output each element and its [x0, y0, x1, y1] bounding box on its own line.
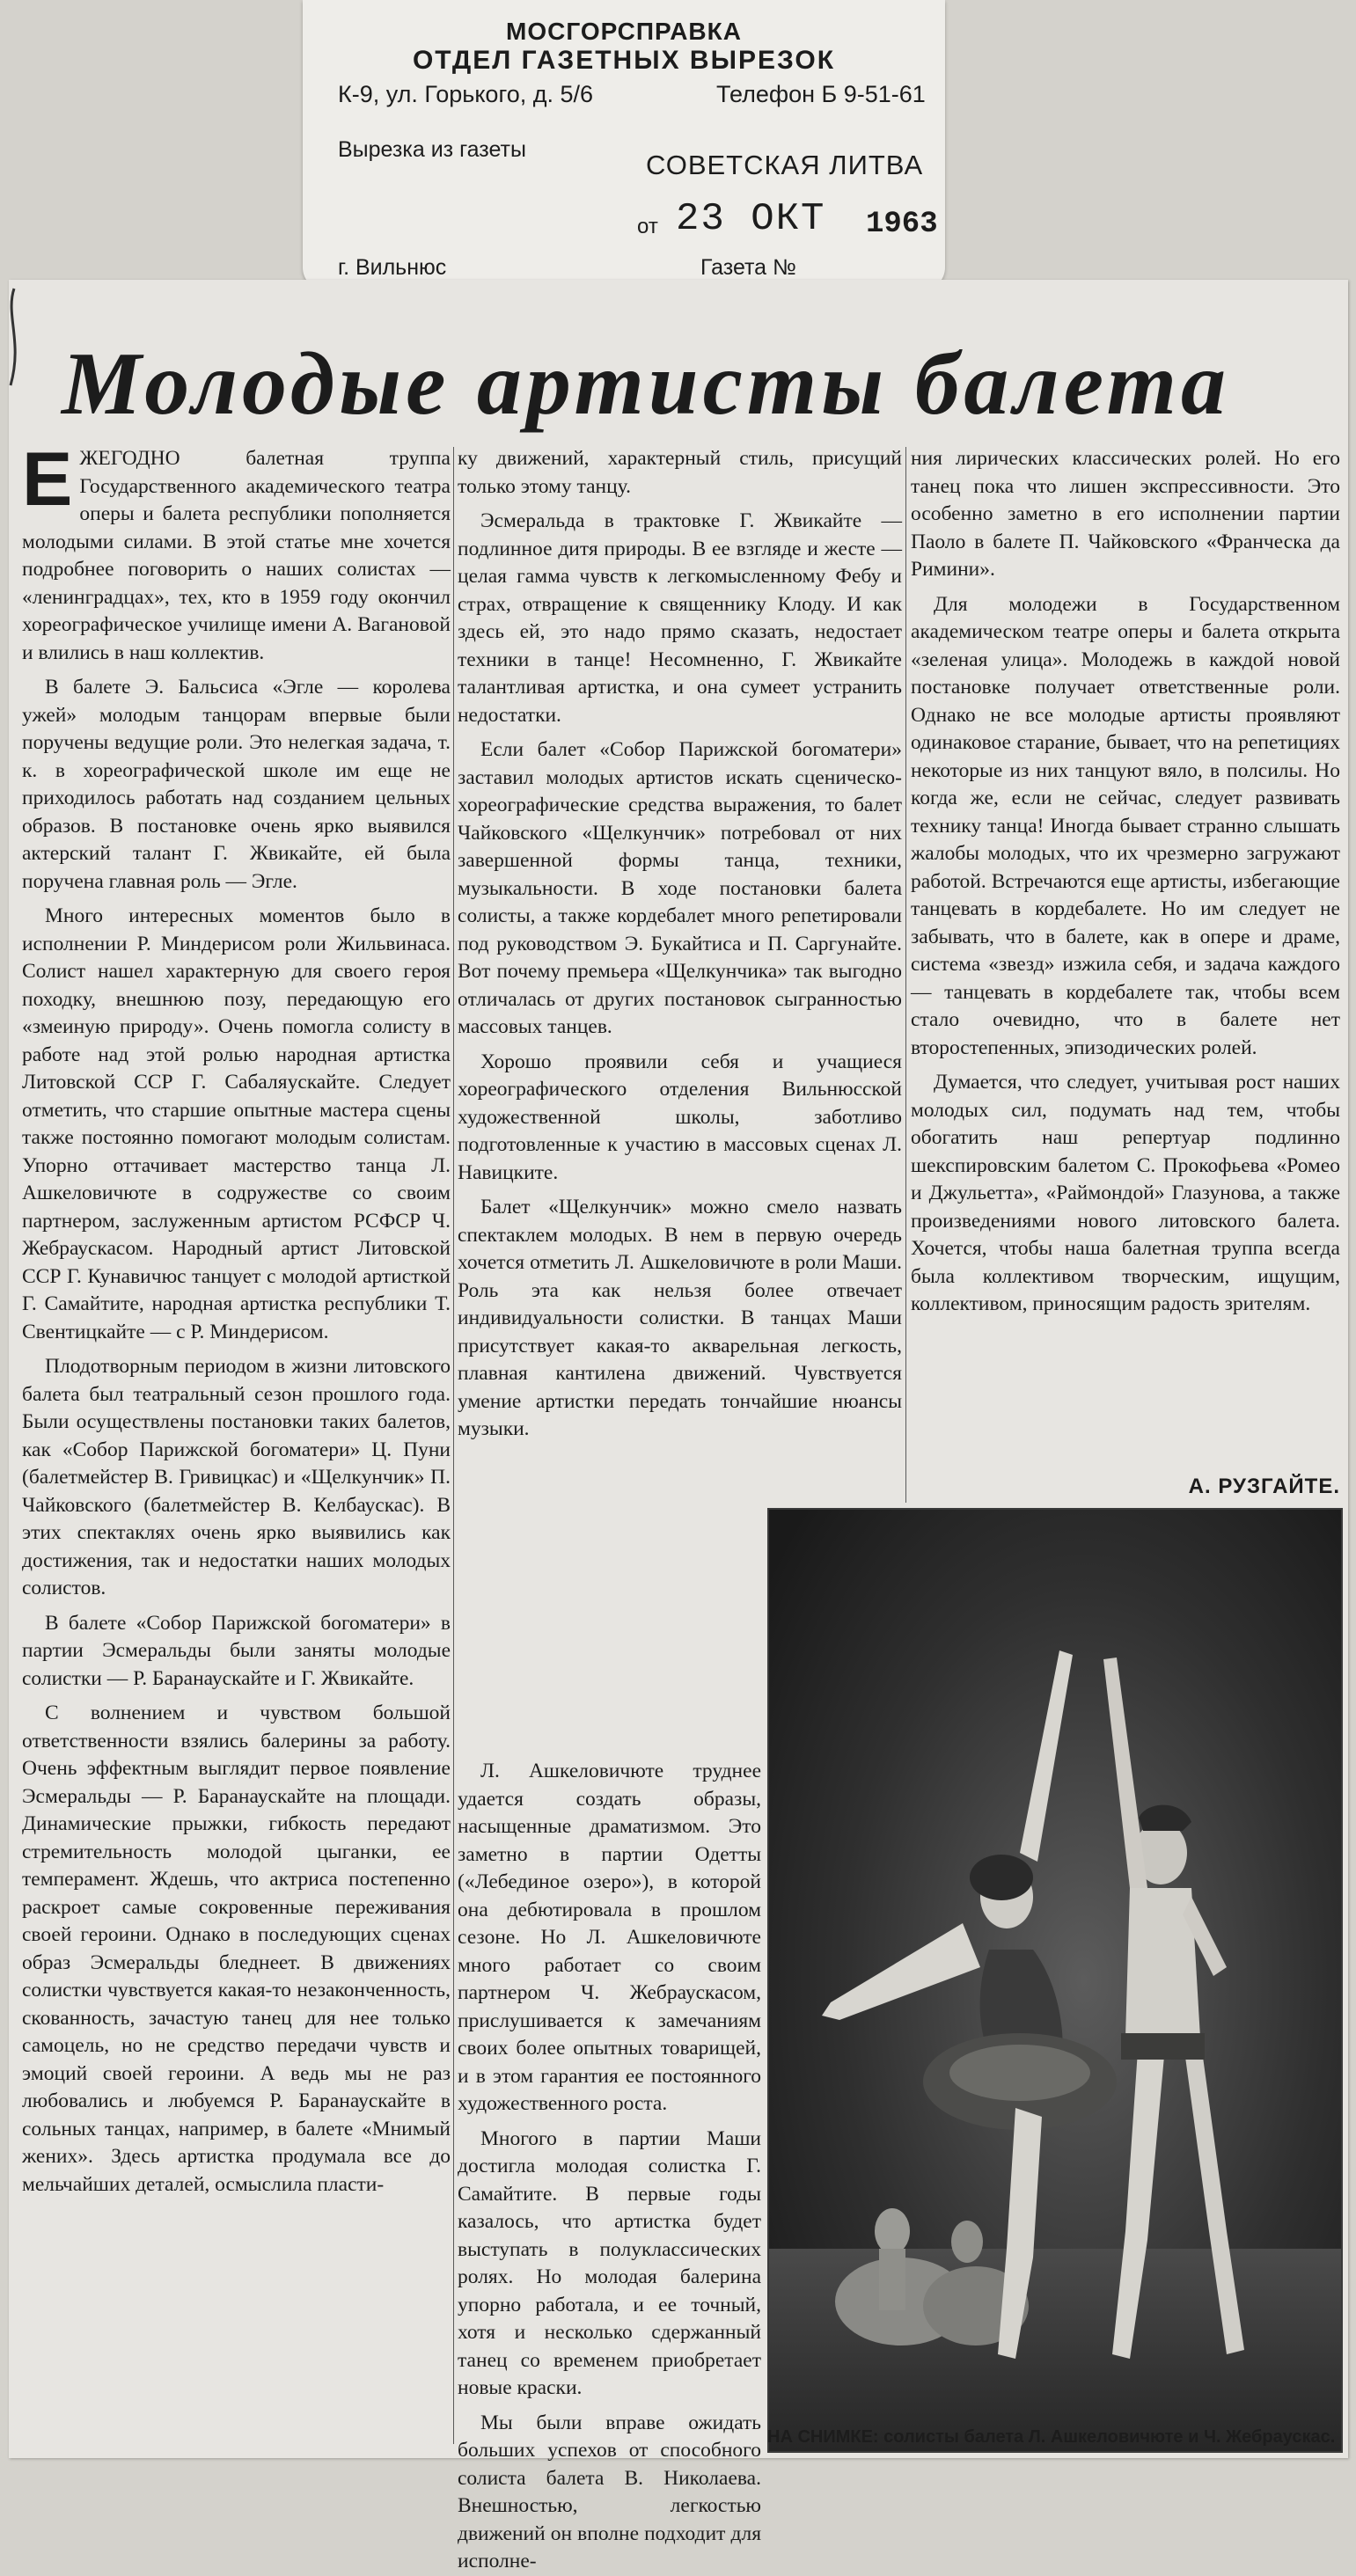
paragraph: Для молодежи в Государственном академическом театре оперы и балета открыта «зеленая улица». Молодежь в каждой новой постановке получает ответственные роли. Однако не все молодые артисты проявляют одинаковое старание, бывает, что на репетициях некоторые из них танцуют вяло, в полсилы. Но когда же, если не сейчас, следует развивать технику танца! Иногда бывает странно слышать жалобы молодых, что их чрезмерно загружают работой. Встречаются еще артисты, избегающие танцевать в кордебалете. Но им следует не забывать, что в балете, как в опере и драме, система «звезд» изжила себя, и задача каждого — танцевать в кордебалете так, чтобы всем стало очевидно, что в балете нет второстепенных, эпизодических ролей.: [911, 592, 1340, 1059]
stamp-date: 23 ОКТ: [676, 197, 826, 241]
drop-cap: Е: [22, 437, 73, 522]
paragraph: Эсмеральда в трактовке Г. Жвикайте — подлинное дитя природы. В ее взгляде и жесте — целая гамма чувств к легкомысленному Фебу и страх, отвращение к священнику Клоду. И как здесь ей, это надо прямо сказать, недостает техники в танце! Несомненно, Г. Жвикайте талантливая артистка, и она сумеет устранить недостатки.: [458, 509, 902, 727]
paragraph: Мы были вправе ожидать больших успехов от способного солиста балета В. Николаева. Внешностью, легкостью движений он вполне подходит для исполне-: [458, 2411, 761, 2572]
article-column-2-lower: [458, 1758, 761, 2572]
cutting-from: Вырезка из газеты: [338, 137, 526, 162]
city: г. Вильнюс: [338, 255, 447, 280]
date-prefix: от: [637, 215, 658, 238]
paragraph: Плодотворным периодом в жизни литовского балета был театральный сезон прошлого года. Были осуществлены постановки таких балетов, как «Собор Парижской богоматери» Ц. Пуни (балетмейстер В. Гривицкас) и «Щелкунчик» П. Чайковского (балетмейстер В. Келбаускас). В этих спектаклях очень ярко выявились как достижения, так и недостатки наших молодых солистов.: [22, 1355, 451, 1599]
newspaper-clipping: [9, 280, 1348, 2572]
author-signature: А. РУЗГАЙТЕ.: [1188, 1475, 1340, 1498]
department-name: ОТДЕЛ ГАЗЕТНЫХ ВЫРЕЗОК: [412, 46, 836, 75]
paragraph: В балете Э. Бальсиса «Эгле — королева ужей» молодым танцорам впервые были поручены ведущие роли. Это нелегкая задача, т. к. в хореографической школе им еще не приходилось работать над созданием цельных образов. В постановке очень ярко выявился актерский талант Г. Жвикайте, ей была поручена главная роль — Эгле.: [22, 676, 451, 893]
paragraph: Многого в партии Маши достигла молодая солистка Г. Самайтите. В первые годы казалось, что артистка будет выступать в полуклассических ролях. Но молодая балерина упорно работала, и ее точный, хотя и несколько сдержанный танец со временем приобретает новые краски.: [458, 2126, 761, 2399]
article-column-3: [911, 445, 1340, 1455]
paragraph: Если балет «Собор Парижской богоматери» заставил молодых артистов искать сценическо-хореографические средства выражения, то балет Чайковского «Щелкунчик» потребовал от них завершенной формы танца, техники, музыкальности. В ходе постановки балета солисты, а также кордебалет много репетировали под руководством Э. Букайтиса и П. Саргунайте. Вот почему премьера «Щелкунчика» так выгодно отличалась от других постановок сыгранностью массовых танцев.: [458, 738, 902, 1038]
paragraph: ЕЖЕГОДНО балетная труппа Государственного академического театра оперы и балета республики пополняется молодыми силами. В этой статье мне хочется подробнее поговорить о наших солистах — «ленинградцах», тех, кто в 1959 году окончил хореографическое училище имени А. Вагановой и влились в наш коллектив.: [22, 437, 451, 664]
address: К-9, ул. Горького, д. 5/6: [338, 81, 594, 107]
phone: Телефон Б 9-51-61: [716, 81, 926, 107]
paragraph: Думается, что следует, учитывая рост наших молодых сил, подумать над тем, чтобы обогатить наш репертуар подлинно шекспировским балетом С. Прокофьева «Ромео и Джульетта», «Раймондой» Глазунова, а также произведениями нового литовского балета. Хочется, чтобы наша балетная труппа всегда была коллективом творческим, ищущим, коллективом, приносящим радость зрителям.: [911, 1071, 1340, 1315]
paragraph: ку движений, характерный стиль, присущий только этому танцу.: [458, 447, 902, 498]
paragraph: Хорошо проявили себя и учащиеся хореографического отделения Вильнюсской художественной школы, заботливо подготовленные к участию в массовых сценах Л. Навицките.: [458, 1050, 902, 1184]
org-name: МОСГОРСПРАВКА: [506, 18, 742, 45]
photo-caption: НА СНИМКЕ: солисты балета Л. Ашкеловичюте и Ч. Жебраускас.: [767, 2427, 1336, 2447]
paragraph: Л. Ашкеловичюте труднее удается создать образы, насыщенные драматизмом. Это заметно в партии Одетты («Лебединое озеро»), в которой она дебютировала в прошлом сезоне. Но Л. Ашкеловичюте много работает со своим партнером Ч. Жебраускасом, прислушивается к замечаниям своих более опытных товарищей, и в этом гарантия ее постоянного художественного роста.: [458, 1760, 761, 2115]
column-divider: [905, 447, 906, 1503]
ballet-photo: [767, 1508, 1343, 2453]
column-divider: [453, 447, 454, 2444]
paragraph: В балете «Собор Парижской богоматери» в партии Эсмеральды были заняты молодые солистки — Р. Баранаускайте и Г. Жвикайте.: [22, 1611, 451, 1690]
article-column-1: [22, 437, 451, 2451]
ballet-dancers-image: [769, 1510, 1341, 2451]
paragraph: Много интересных моментов было в исполнении Р. Миндерисом роли Жильвинаса. Солист нашел характерную для своего героя походку, внешнюю позу, передающую его «змеиную природу». Очень помогла солисту в работе над этой ролью народная артистка Литовской ССР Г. Сабаляускайте. Следует отметить, что старшие опытные мастера сцены также постоянно помогают молодым солистам. Упорно оттачивает мастерство танца Л. Ашкеловичюте в содружестве со своим партнером, заслуженным артистом РСФСР Ч. Жебраускасом. Народный артист Литовской ССР Г. Кунавичюс танцует с молодой артисткой Г. Самайтите, народная артистка республики Т. Свентицкайте — с Р. Миндерисом.: [22, 904, 451, 1343]
paragraph: ния лирических классических ролей. Но его танец пока что лишен экспрессивности. Это особенно заметно в его исполнении партии Паоло в балете П. Чайковского «Франческа да Римини».: [911, 447, 1340, 581]
newspaper-number: Газета №: [700, 255, 796, 280]
paragraph: Балет «Щелкунчик» можно смело назвать спектаклем молодых. В нем в первую очередь хочется отметить Л. Ашкеловичюте в роли Маши. Роль эта как нельзя более отвечает индивидуальности солистки. В танцах Маши присутствует какая-то акварельная легкость, плавная кантилена движений. Чувствуется умение артистки передать тончайшие нюансы музыки.: [458, 1196, 902, 1440]
stamp-year: 1963: [866, 208, 938, 241]
newspaper-name: СОВЕТСКАЯ ЛИТВА: [646, 150, 924, 180]
clipping-service-label: [303, 0, 945, 290]
paragraph: С волнением и чувством большой ответственности взялись балерины за работу. Очень эффектным выглядит первое появление Эсмеральды — Р. Баранаускайте на площади. Динамические прыжки, гибкость передают стремительность молодой цыганки, ее темперамент. Ждешь, что актриса постепенно раскроет самые сокровенные переживания своей героини. Однако в последующих сценах образ Эсмеральды бледнеет. В движениях солистки чувствуется какая-то незаконченность, скованность, зачастую танец для нее только самоцель, но не средство передачи чувств и эмоций своей героини. А ведь мы не раз любовались и любуемся Р. Баранаускайте в сольных танцах, например, в балете «Мнимый жених». Здесь артистка продумала все до мельчайших деталей, осмыслила пласти-: [22, 1701, 451, 2196]
pencil-mark-icon: [2, 280, 28, 403]
article-headline: Молодые артисты балета: [62, 334, 1230, 434]
